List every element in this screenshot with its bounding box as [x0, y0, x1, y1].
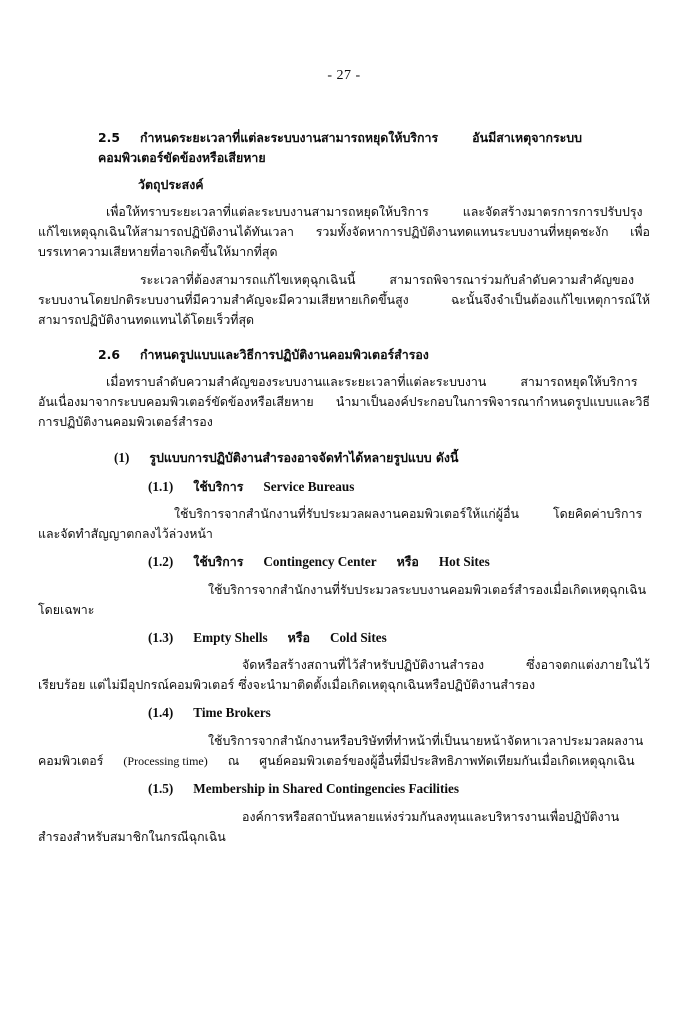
section-2-6-number: 2.6	[98, 346, 120, 362]
item-1-3-latin: Empty Shells	[193, 629, 268, 645]
item-1-2-body-text: เฉพาะ	[59, 601, 95, 617]
item-1-2-latin2: Hot Sites	[438, 554, 490, 570]
item-1-2-body-lead: ใช้บริการจากสำนักงานที่รับประมวลระบบงานคอมพิวเตอร์สำรองเมื่อเกิดเหตุฉุกเฉินโดย	[38, 581, 647, 617]
item-1-1-latin: Service Bureaus	[263, 478, 355, 494]
section-2-6-heading	[98, 345, 650, 365]
item-1-2-thai-prefix: ใช้บริการ	[193, 554, 244, 570]
item-1-4-heading	[38, 702, 650, 723]
item-1-5-body-lead: องค์การหรือสถาบันหลายแห่งร่วมกันลงทุนและบริหารงานเพื่อปฏิบัติงานสำรองสำหรับ	[38, 808, 620, 844]
item-1-2-latin: Contingency Center	[263, 554, 377, 570]
item-1-4-body-lead: ใช้บริการจากสำนักงานหรือบริษัทที่ทำหน้าที่เป็นนายหน้าจัดหาเวลาประมวลผลงาน	[208, 732, 644, 748]
item-1-5-body-text: สมาชิกในกรณีฉุกเฉิน	[109, 828, 226, 844]
item-1-3-body-lead: จัดหรือสร้างสถานที่ไว้สำหรับปฏิบัติงานสำรอง ซึ่งอาจตกแต่งภายในไว้เรียบร้อย แต่	[38, 657, 650, 693]
section-2-6-paragraph	[38, 372, 650, 432]
item-1-1-number: (1.1)	[148, 478, 174, 494]
section-2-5-heading	[98, 128, 650, 148]
paragraph-2-lead: ระะเวลาที่ต้องสามารถแก้ไขเหตุฉุกเฉินนี้	[140, 271, 356, 287]
item-1-3-number: (1.3)	[148, 629, 174, 645]
item-1-3-latin2: Cold Sites	[329, 629, 387, 645]
item-1-4-body-thai3: ศูนย์คอมพิวเตอร์ของผู้อื่นที่มีประสิทธิภาพทัดเทียมกันเมื่อเกิดเหตุฉุกเฉิน	[259, 752, 635, 768]
section-2-6-title: กำหนดรูปแบบและวิธีการปฏิบัติงานคอมพิวเตอร์สำรอง	[139, 346, 429, 362]
item-1-1-body-text: และจัดทำสัญญาตกลงไว้ล่วงหน้า	[38, 526, 213, 542]
item-1-1-body	[38, 504, 650, 544]
section-2-5-title-line1: กำหนดระยะเวลาที่แต่ละระบบงานสามารถหยุดให้บริการ	[139, 130, 439, 145]
page-number: - 27 -	[327, 68, 361, 83]
item-1-4-number: (1.4)	[148, 705, 174, 721]
item-1-1-body-lead2: โดยคิดค่าบริการ	[552, 505, 643, 521]
section-2-6-paragraph-lead2: สามารถหยุดให้บริการ อัน	[38, 373, 638, 410]
item-1-2-latin-mid: หรือ	[396, 554, 419, 570]
paragraph-1-lead2: และจัดสร้างมาตรการการปรับปรุงแก้ไข	[38, 204, 643, 240]
item-1-5-heading	[38, 778, 650, 799]
section-2-5-paragraph-2	[38, 270, 650, 330]
section-2-5-number: 2.5	[98, 130, 120, 145]
item-1-1-heading	[38, 476, 650, 497]
section-2-6-paragraph-body: เนื่องมาจากระบบคอมพิวเตอร์ขัดข้องหรือเสียหาย นำมาเป็นองค์ประกอบในการพิจารณากำหนดรูปแบบและวิธีการปฏิบัติงานคอมพิวเตอร์สำรอง	[38, 394, 650, 430]
paragraph-1-body: เหตุฉุกเฉินให้สามารถปฏิบัติงานได้ทันเวลา รวมทั้งจัดหาการปฏิบัติงานทดแทนระบบงานที่หยุดชะงัก เพื่อบรรเทาความเสียหายที่อาจเกิดขึ้นให้มากที่สุด	[38, 224, 650, 260]
section-2-5-title-line1b: อันมีสาเหตุจากระบบ	[472, 130, 582, 145]
item-1-4-body-thai2: ณ	[227, 752, 240, 768]
item-1-4-body-thai1: คอมพิวเตอร์	[38, 752, 104, 768]
section-2-5-title-line2: คอมพิวเตอร์ขัดข้องหรือเสียหาย	[98, 150, 266, 166]
item-1-number: (1)	[114, 450, 130, 466]
item-1-3-body	[38, 655, 650, 695]
item-1-2-body	[38, 580, 650, 620]
item-1-5-number: (1.5)	[148, 781, 174, 797]
item-1-1-body-lead: ใช้บริการจากสำนักงานที่รับประมวลผลงานคอมพิวเตอร์ให้แก่ผู้อื่น	[174, 505, 519, 521]
paragraph-1-lead: เพื่อให้ทราบระยะเวลาที่แต่ละระบบงานสามารถหยุดให้บริการ	[106, 204, 429, 220]
page-content	[38, 128, 650, 847]
paragraph-2-lead2: สามารถพิจารณาร่วมกับลำดับความสำคัญของระบบงาน	[38, 271, 635, 307]
item-1-3-heading	[38, 627, 650, 648]
item-1-5-body	[38, 807, 650, 847]
item-1-4-latin: Time Brokers	[193, 705, 271, 721]
item-1-4-body-latin: (Processing time)	[123, 753, 208, 768]
item-1-4-body	[38, 731, 650, 772]
section-2-6-paragraph-lead: เมื่อทราบลำดับความสำคัญของระบบงานและระยะเวลาที่แต่ละระบบงาน	[106, 373, 487, 389]
item-1-heading	[38, 447, 650, 468]
item-1-1-thai-prefix: ใช้บริการ	[193, 478, 244, 494]
paragraph-2-body: โดยปกติระบบงานที่มีความสำคัญจะมีความเสียหายเกิดขึ้นสูง ฉะนั้นจึงจำเป็นต้องแก้ไขเหตุการณ์ให้สามารถปฏิบัติงานทดแทนได้โดยเร็วที่สุด	[38, 291, 650, 327]
section-2-5-paragraph-1	[38, 202, 650, 262]
item-1-3-body-text: ไม่มีอุปกรณ์คอมพิวเตอร์ ซึ่งจะนำมาติดตั้งเมื่อเกิดเหตุฉุกเฉินหรือปฏิบัติงานสำรอง	[105, 677, 536, 693]
item-1-title: รูปแบบการปฏิบัติงานสำรองอาจจัดทำได้หลายรูปแบบ ดังนี้	[149, 450, 459, 466]
item-1-5-latin: Membership in Shared Contingencies Facilities	[193, 781, 459, 797]
item-1-2-heading	[38, 551, 650, 572]
section-2-5-subheading: วัตถุประสงค์	[138, 177, 204, 193]
item-1-2-number: (1.2)	[148, 554, 174, 570]
item-1-3-latin-mid: หรือ	[287, 629, 310, 645]
